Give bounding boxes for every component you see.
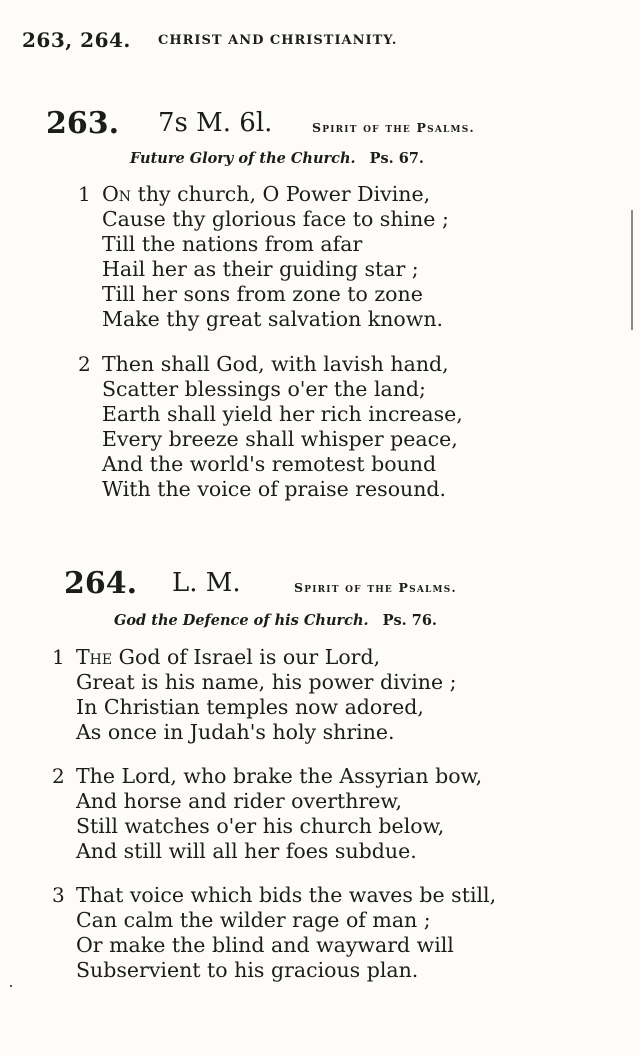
line-text: thy church, O Power Divine, xyxy=(131,182,431,206)
verse-line: And the world's remotest bound xyxy=(102,452,437,476)
verse-line: Make thy great salvation known. xyxy=(102,307,444,331)
verse-line: Great is his name, his power divine ; xyxy=(76,670,457,694)
line-text: The Lord, who brake the Assyrian bow, xyxy=(76,764,483,788)
verse-line: As once in Judah's holy shrine. xyxy=(76,720,395,744)
stanza-2 xyxy=(52,764,482,864)
hymn-number: 263. xyxy=(46,106,120,141)
page-numbers: 263, 264. xyxy=(22,28,131,52)
verse-line xyxy=(52,645,457,670)
hymn-meter: L. M. xyxy=(172,568,241,598)
verse-line: Hail her as their guiding star ; xyxy=(102,257,419,281)
psalm-reference: Ps. 76. xyxy=(382,612,437,629)
scan-speck xyxy=(10,985,12,987)
stanza-3 xyxy=(52,883,496,983)
hymn-subtitle xyxy=(114,612,437,629)
stanza-number: 2 xyxy=(52,764,65,788)
verse-line: Till the nations from afar xyxy=(102,232,363,256)
stanza-1 xyxy=(52,645,457,745)
verse-line: Subservient to his gracious plan. xyxy=(76,958,419,982)
verse-line xyxy=(52,764,482,789)
running-title: CHRIST AND CHRISTIANITY. xyxy=(158,33,398,48)
verse-line: Cause thy glorious face to shine ; xyxy=(102,207,449,231)
hymn-source: Spirit of the Psalms. xyxy=(294,580,457,595)
hymn-subtitle xyxy=(130,150,424,167)
line-text: God of Israel is our Lord, xyxy=(112,645,381,669)
verse-line: Still watches o'er his church below, xyxy=(76,814,445,838)
scan-edge-mark xyxy=(631,210,633,330)
first-word: The xyxy=(76,645,113,669)
stanza-number: 3 xyxy=(52,883,65,907)
stanza-2 xyxy=(78,352,463,502)
line-text: That voice which bids the waves be still, xyxy=(76,883,497,907)
verse-line: And still will all her foes subdue. xyxy=(76,839,417,863)
psalm-reference: Ps. 67. xyxy=(369,150,424,167)
line-text: Then shall God, with lavish hand, xyxy=(102,352,449,376)
verse-line: And horse and rider overthrew, xyxy=(76,789,403,813)
verse-line: In Christian temples now adored, xyxy=(76,695,424,719)
verse-line: Earth shall yield her rich increase, xyxy=(102,402,463,426)
stanza-number: 1 xyxy=(78,182,91,206)
subtitle-text: Future Glory of the Church. xyxy=(130,150,356,167)
verse-line xyxy=(52,883,496,908)
subtitle-text: God the Defence of his Church. xyxy=(114,612,369,629)
verse-line xyxy=(78,352,463,377)
stanza-number: 1 xyxy=(52,645,65,669)
stanza-1 xyxy=(78,182,449,332)
hymn-source: Spirit of the Psalms. xyxy=(312,120,475,135)
verse-line: With the voice of praise resound. xyxy=(102,477,447,501)
hymn-number: 264. xyxy=(64,566,138,601)
stanza-number: 2 xyxy=(78,352,91,376)
first-word: On xyxy=(102,182,132,206)
verse-line: Till her sons from zone to zone xyxy=(102,282,423,306)
verse-line: Scatter blessings o'er the land; xyxy=(102,377,426,401)
verse-line: Can calm the wilder rage of man ; xyxy=(76,908,431,932)
hymn-meter: 7s M. 6l. xyxy=(158,108,273,138)
verse-line: Or make the blind and wayward will xyxy=(76,933,454,957)
verse-line xyxy=(78,182,449,207)
verse-line: Every breeze shall whisper peace, xyxy=(102,427,458,451)
